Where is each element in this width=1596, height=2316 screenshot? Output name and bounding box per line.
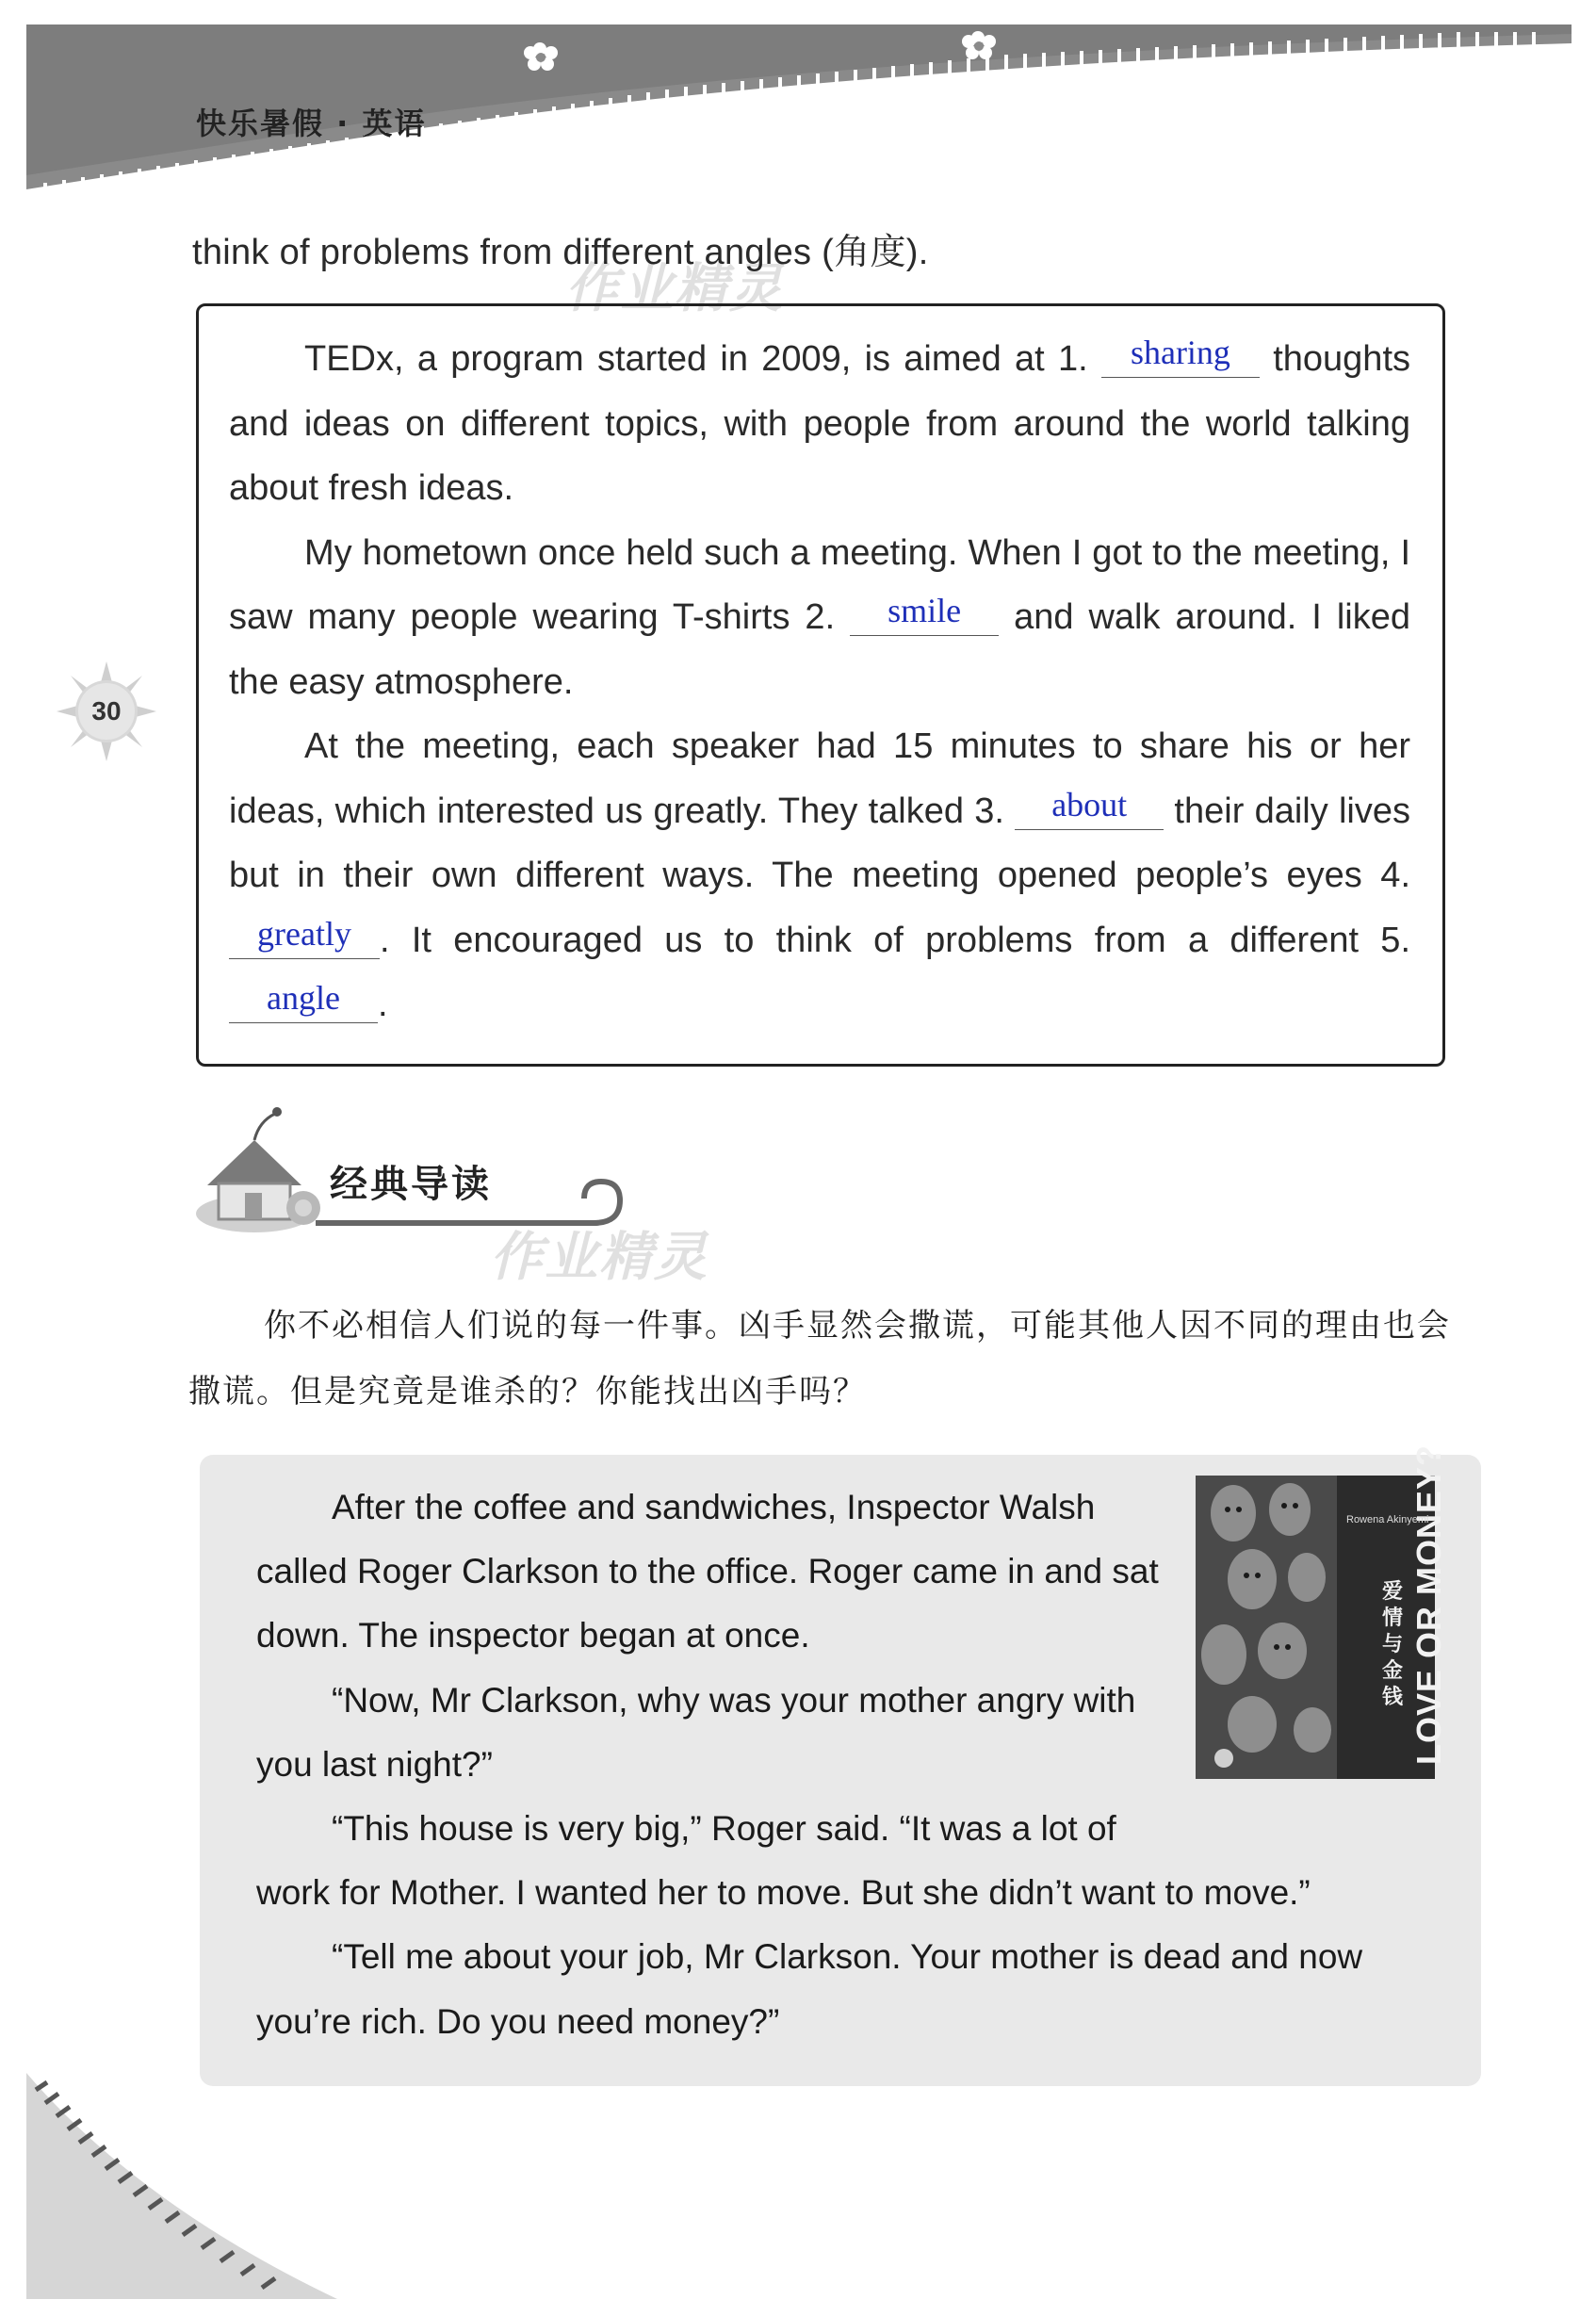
passage-paragraph: “Now, Mr Clarkson, why was your mother angry with you last night?”: [256, 1680, 1136, 1784]
cloze-text-segment: .: [378, 985, 388, 1024]
chinese-intro-paragraph: [188, 1293, 1451, 1425]
chinese-intro-text: 你不必相信人们说的每一件事。凶手显然会撒谎，可能其他人因不同的理由也会撒谎。但是究竟是谁杀的？你能找出凶手吗？: [188, 1307, 1451, 1411]
handwritten-answer: sharing: [1130, 334, 1230, 371]
answer-blank[interactable]: [850, 592, 999, 636]
page-header: [26, 24, 1572, 204]
book-author: Rowena Akinyemi: [1346, 1514, 1429, 1525]
handwritten-answer: about: [1051, 785, 1128, 824]
page-number-badge: [55, 660, 158, 763]
cloze-exercise-box: [196, 303, 1445, 1067]
passage-paragraph: After the coffee and sandwiches, Inspector Walsh called Roger Clarkson to the office. Roger came in and sat down. The inspector began at once.: [256, 1488, 1159, 1655]
book-series-title: 快乐暑假 · 英语: [196, 106, 427, 141]
watermark-text: 作业精灵: [565, 257, 784, 319]
handwritten-answer: angle: [267, 979, 340, 1017]
answer-blank[interactable]: [229, 979, 378, 1023]
cloze-text-segment: My hometown once held such a meeting. When I got to the meeting, I saw many people wearing T-shirts 2.: [229, 532, 1410, 637]
answer-blank[interactable]: [1101, 334, 1260, 378]
cloze-text-segment: and walk around. I liked the easy atmosphere.: [229, 597, 1410, 702]
cloze-text-segment: At the meeting, each speaker had 15 minutes to share his or her ideas, which interested us greatly. They talked 3.: [229, 726, 1410, 831]
handwritten-answer: smile: [888, 592, 962, 629]
footer-band-graphic: [26, 2073, 403, 2299]
passage-paragraph-continued: work for Mother. I wanted her to move. But she didn’t want to move.”: [256, 1873, 1311, 1913]
book-title: LOVE OR MONEY?: [1409, 1443, 1448, 1765]
book-cover-image: [1196, 1443, 1448, 1779]
cloze-passage: [229, 327, 1410, 1037]
cloze-text-segment: thoughts and ideas on different topics, with people from around the world talking about fresh ideas.: [229, 339, 1410, 508]
cloze-paragraph: [229, 521, 1410, 715]
cloze-text-segment: . It encouraged us to think of problems from a different 5.: [380, 920, 1410, 960]
footer-decoration: [26, 2073, 403, 2304]
answer-blank[interactable]: [229, 915, 380, 959]
page-number: 30: [91, 696, 122, 726]
watermark-text: 作业精灵: [490, 1226, 708, 1288]
cloze-text-segment: their daily lives but in their own different ways. The meeting opened people’s eyes 4.: [229, 791, 1411, 895]
passage-paragraph: “This house is very big,” Roger said. “It was a lot of: [332, 1809, 1116, 1849]
continued-text-line: think of problems from different angles (角度).: [192, 233, 929, 272]
cloze-text-segment: TEDx, a program started in 2009, is aimed at 1.: [304, 339, 1101, 379]
book-chinese-title: 爱情与金钱: [1382, 1580, 1404, 1709]
section-title: 经典导读: [330, 1163, 492, 1206]
reading-passage-box: [200, 1443, 1481, 2086]
cloze-paragraph: [229, 327, 1410, 521]
cloze-paragraph: [229, 714, 1410, 1037]
answer-blank[interactable]: [1015, 786, 1164, 830]
handwritten-answer: greatly: [257, 914, 351, 953]
passage-paragraph: “Tell me about your job, Mr Clarkson. Your mother is dead and now you’re rich. Do you need money?”: [256, 1937, 1363, 2041]
